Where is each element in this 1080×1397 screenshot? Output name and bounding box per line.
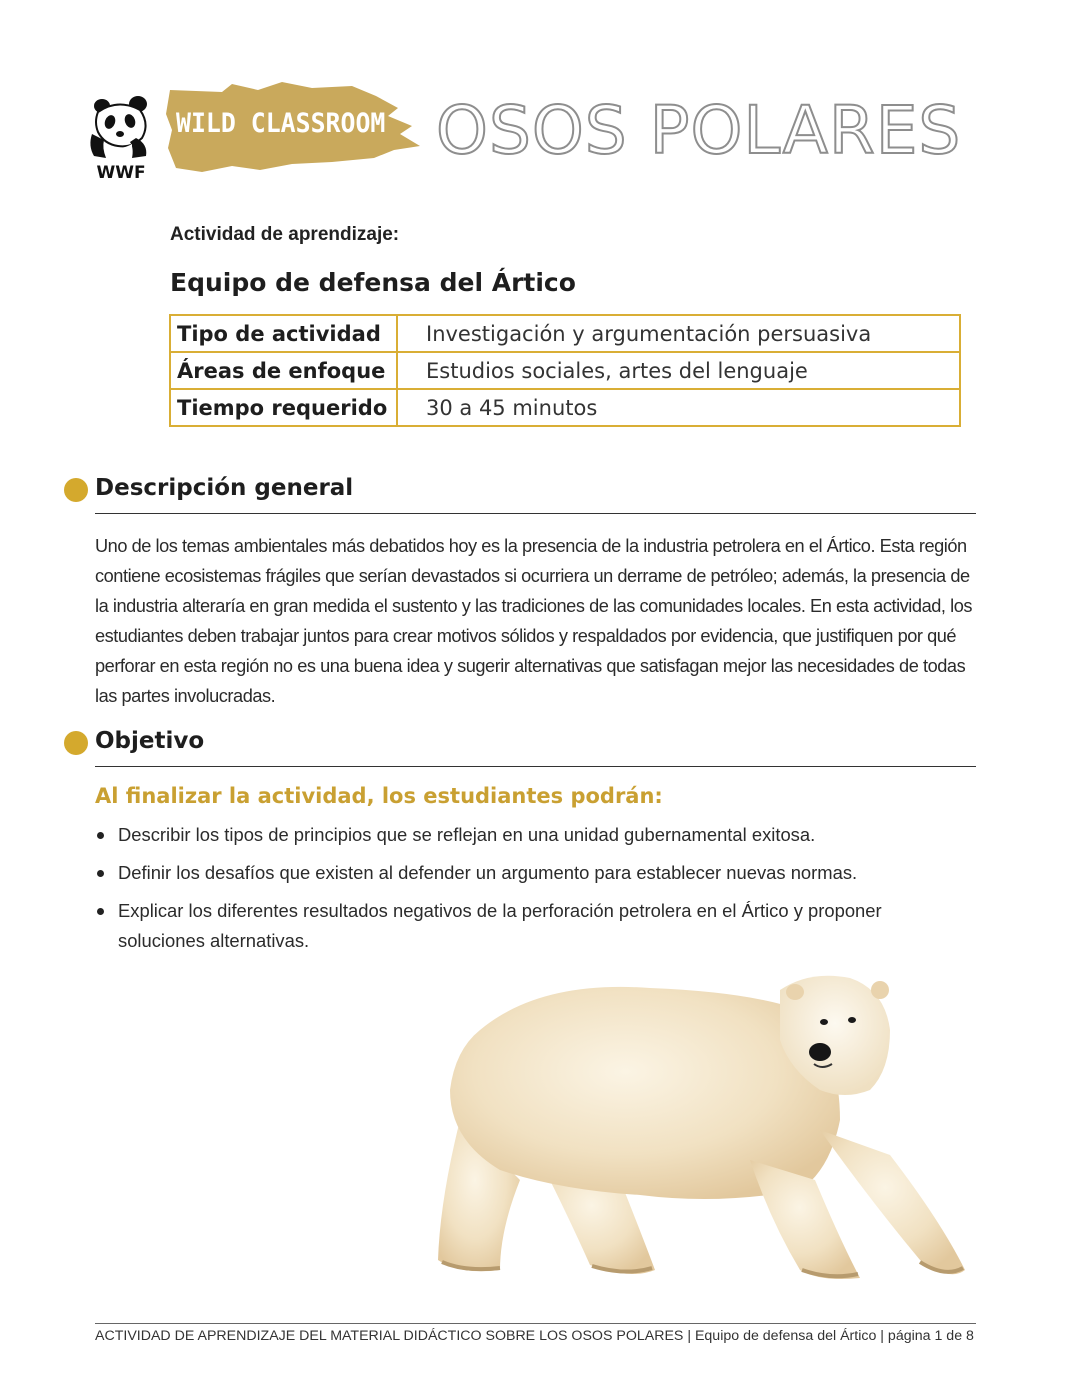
section-divider (95, 766, 976, 767)
info-key: Tipo de actividad (170, 315, 397, 352)
page-title: OSOS POLARES (436, 92, 962, 169)
overview-heading: Descripción general (95, 475, 354, 501)
activity-info-table (169, 314, 961, 427)
section-divider (95, 513, 976, 514)
table-row (170, 352, 960, 389)
info-value: 30 a 45 minutos (397, 389, 960, 426)
info-key: Tiempo requerido (170, 389, 397, 426)
info-value: Estudios sociales, artes del lenguaje (397, 352, 960, 389)
list-item: Definir los desafíos que existen al defender un argumento para establecer nuevas normas. (95, 858, 955, 888)
list-item: Describir los tipos de principios que se reflejan en una unidad gubernamental exitosa. (95, 820, 955, 850)
table-row (170, 389, 960, 426)
section-bullet-icon (64, 731, 88, 755)
page-footer: ACTIVIDAD DE APRENDIZAJE DEL MATERIAL DIDÁCTICO SOBRE LOS OSOS POLARES | Equipo de defensa del Ártico | página 1 de 8 (95, 1328, 974, 1344)
info-key: Áreas de enfoque (170, 352, 397, 389)
wwf-logo-text: WWF (96, 163, 146, 183)
polar-bear-image (420, 970, 980, 1300)
objective-subheading: Al finalizar la actividad, los estudiantes podrán: (95, 784, 663, 808)
section-bullet-icon (64, 478, 88, 502)
objective-list (95, 820, 955, 964)
wild-classroom-badge-text: WILD CLASSROOM (176, 108, 386, 139)
wwf-panda-logo (88, 94, 154, 184)
footer-divider (95, 1323, 976, 1324)
list-item: Explicar los diferentes resultados negativos de la perforación petrolera en el Ártico y proponer soluciones alternativas. (95, 896, 955, 956)
table-row (170, 315, 960, 352)
objective-heading: Objetivo (95, 728, 205, 754)
activity-label: Actividad de aprendizaje: (170, 224, 400, 245)
info-value: Investigación y argumentación persuasiva (397, 315, 960, 352)
overview-text: Uno de los temas ambientales más debatidos hoy es la presencia de la industria petrolera en el Ártico. Esta región contiene ecosistemas frágiles que serían devastados si ocurriera un derrame de petróleo; además, la presencia de la industria alteraría en gran medida el sustento y las tradiciones de las comunidades locales. En esta actividad, los estudiantes deben trabajar juntos para crear motivos sólidos y respaldados por evidencia, que justifiquen por qué perforar en esta región no es una buena idea y sugerir alternativas que satisfagan mejor las necesidades de todas las partes involucradas. (95, 536, 973, 706)
activity-name: Equipo de defensa del Ártico (170, 268, 576, 297)
